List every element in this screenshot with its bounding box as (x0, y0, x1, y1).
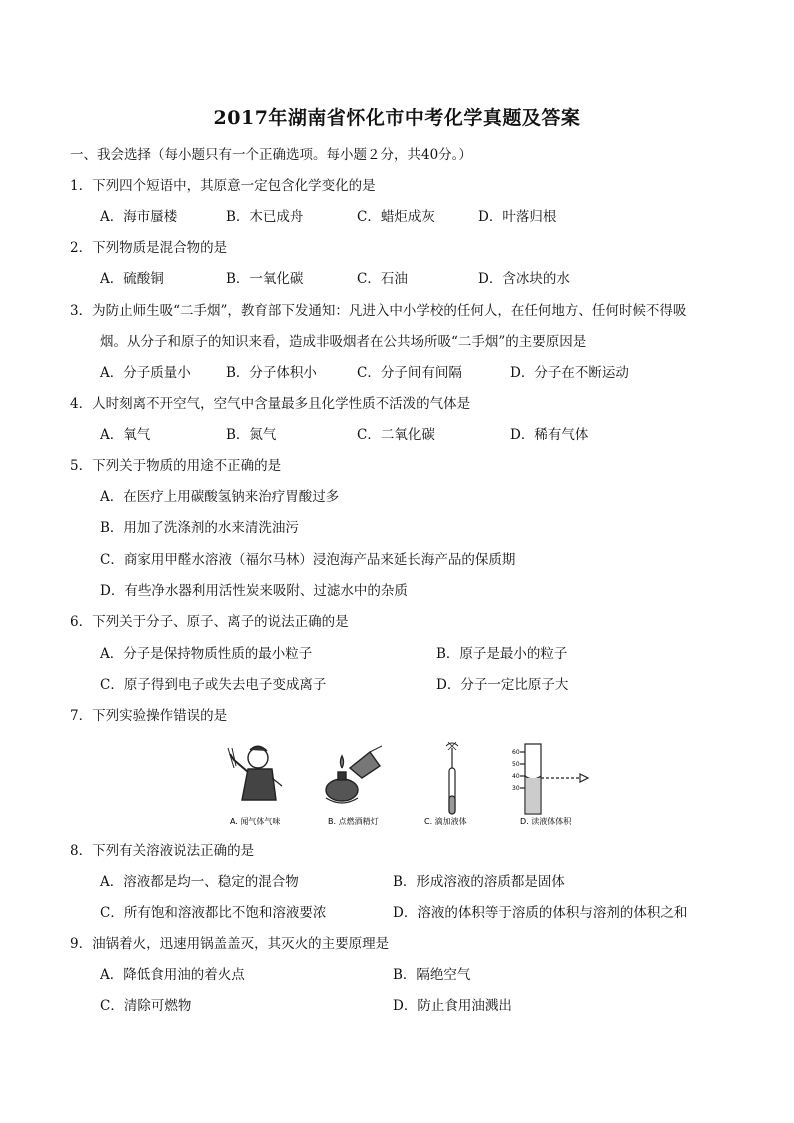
question-5-option-b: B．用加了洗涤剂的水来清洗油污 (100, 520, 299, 536)
question-9-stem: 9．油锅着火，迅速用锅盖盖灭，其灭火的主要原理是 (70, 936, 390, 952)
question-6-option-b: B．原子是最小的粒子 (436, 646, 568, 662)
question-8-option-d: D．溶液的体积等于溶质的体积与溶剂的体积之和 (393, 905, 688, 921)
question-8-option-b: B．形成溶液的溶质都是固体 (393, 874, 565, 890)
question-8-option-a: A．溶液都是均一、稳定的混合物 (100, 874, 299, 890)
question-3-option-a: A．分子质量小 (100, 365, 191, 381)
question-8-stem: 8．下列有关溶液说法正确的是 (70, 843, 255, 859)
section-heading: 一、我会选择（每小题只有一个正确选项。每小题２分，共40分。） (70, 147, 472, 163)
smelling-gas-icon (228, 746, 282, 800)
question-7-stem: 7．下列实验操作错误的是 (70, 708, 228, 724)
cylinder-tick-40: 40 (512, 773, 520, 780)
caption-c: C. 滴加液体 (424, 817, 467, 826)
alcohol-lamp-icon (326, 746, 382, 803)
question-6-option-c: C．原子得到电子或失去电子变成离子 (100, 677, 327, 693)
question-1-option-a: A．海市蜃楼 (100, 209, 178, 225)
dropper-tube-icon (446, 742, 458, 814)
question-3-stem: 3．为防止师生吸“二手烟”，教育部下发通知：凡进入中小学校的任何人，在任何地方、任何时候不得吸 (70, 303, 687, 319)
question-2-option-d: D．含冰块的水 (478, 271, 570, 287)
page-title: 2017年湖南省怀化市中考化学真题及答案 (213, 107, 581, 129)
question-2-option-c: C．石油 (357, 271, 408, 287)
caption-d: D. 读液体体积 (520, 817, 572, 826)
question-1-option-b: B．木已成舟 (226, 209, 304, 225)
question-5-stem: 5．下列关于物质的用途不正确的是 (70, 458, 282, 474)
cylinder-tick-60: 60 (512, 749, 520, 756)
cylinder-tick-30: 30 (512, 785, 520, 792)
question-3-stem-cont: 烟。从分子和原子的知识来看，造成非吸烟者在公共场所吸“二手烟”的主要原因是 (100, 334, 587, 350)
question-9-option-b: B．隔绝空气 (393, 967, 471, 983)
question-3-option-c: C．分子间有间隔 (357, 365, 462, 381)
question-9-option-c: C．清除可燃物 (100, 998, 192, 1014)
question-5-option-a: A．在医疗上用碳酸氢钠来治疗胃酸过多 (100, 489, 340, 505)
question-2-option-b: B．一氧化碳 (226, 271, 304, 287)
question-4-option-a: A．氧气 (100, 427, 151, 443)
question-6-option-a: A．分子是保持物质性质的最小粒子 (100, 646, 313, 662)
question-4-stem: 4．人时刻离不开空气，空气中含量最多且化学性质不活泼的气体是 (70, 396, 471, 412)
caption-b: B. 点燃酒精灯 (328, 817, 379, 826)
question-3-option-d: D．分子在不断运动 (510, 365, 629, 381)
question-9-option-d: D．防止食用油溅出 (393, 998, 512, 1014)
question-4-option-b: B．氮气 (226, 427, 277, 443)
question-4-option-c: C．二氧化碳 (357, 427, 435, 443)
graduated-cylinder-icon (520, 744, 588, 814)
question-4-option-d: D．稀有气体 (510, 427, 589, 443)
question-1-option-c: C．蜡炬成灰 (357, 209, 435, 225)
question-8-option-c: C．所有饱和溶液都比不饱和溶液要浓 (100, 905, 327, 921)
lab-operations-figure (220, 738, 600, 830)
lab-operations-illustration (220, 738, 600, 830)
question-5-option-d: D．有些净水器利用活性炭来吸附、过滤水中的杂质 (100, 583, 408, 599)
question-6-option-d: D．分子一定比原子大 (436, 677, 569, 693)
question-3-option-b: B．分子体积小 (226, 365, 317, 381)
question-9-option-a: A．降低食用油的着火点 (100, 967, 245, 983)
question-1-stem: 1．下列四个短语中，其原意一定包含化学变化的是 (70, 178, 376, 194)
question-2-option-a: A．硫酸铜 (100, 271, 164, 287)
question-1-option-d: D．叶落归根 (478, 209, 557, 225)
question-6-stem: 6．下列关于分子、原子、离子的说法正确的是 (70, 614, 349, 630)
question-2-stem: 2．下列物质是混合物的是 (70, 240, 228, 256)
caption-a: A. 闻气体气味 (230, 817, 281, 826)
question-5-option-c: C．商家用甲醛水溶液（福尔马林）浸泡海产品来延长海产品的保质期 (100, 552, 516, 568)
cylinder-tick-50: 50 (512, 761, 520, 768)
